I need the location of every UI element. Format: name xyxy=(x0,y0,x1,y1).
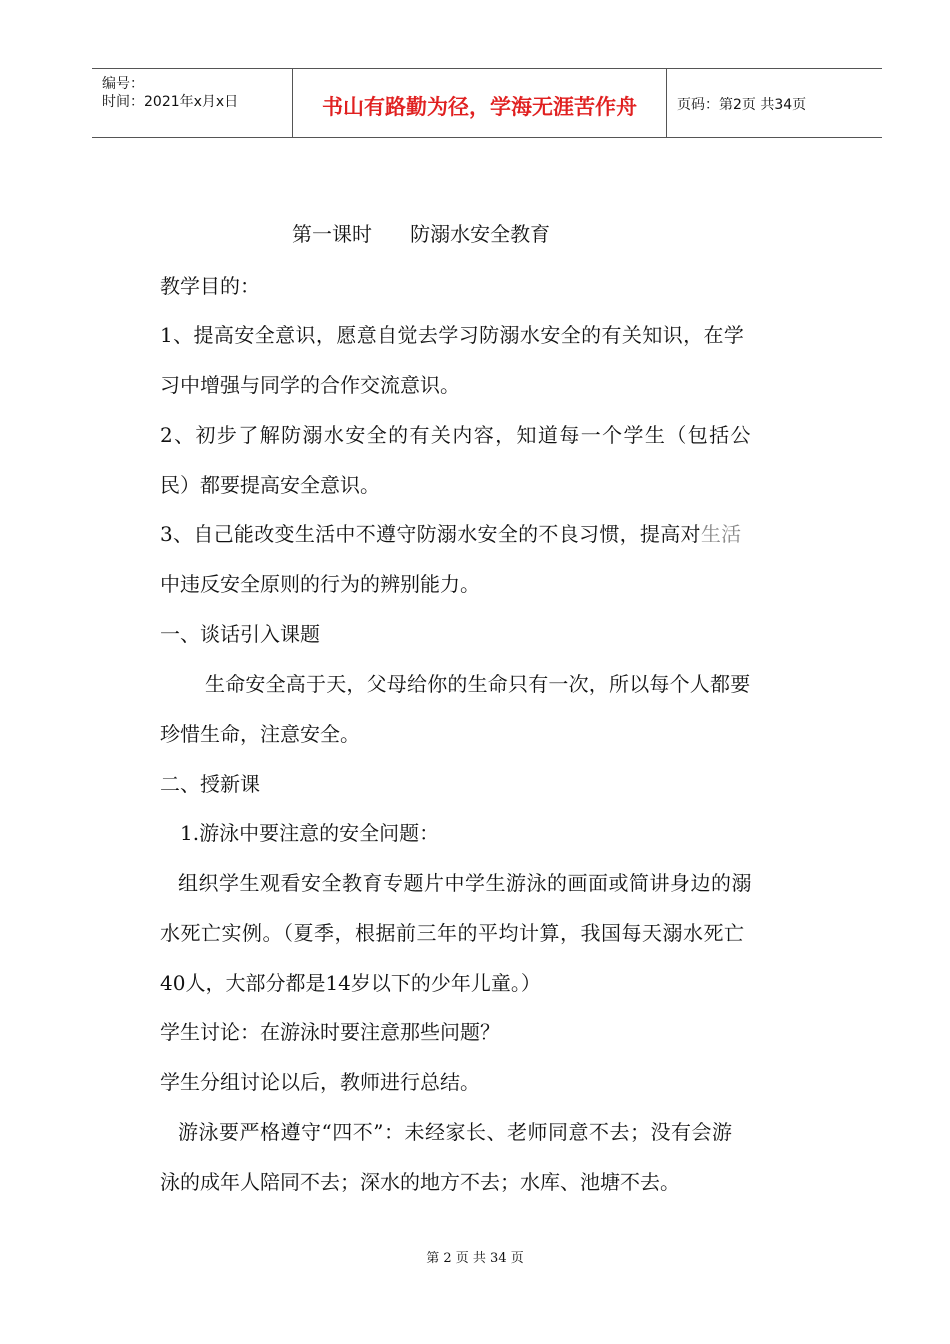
objective-1-line-1: 1、提高安全意识，愿意自觉去学习防溺水安全的有关知识，在学 xyxy=(160,323,745,347)
section-1-heading: 一、谈话引入课题 xyxy=(160,622,320,646)
header-page-cell xyxy=(667,69,882,137)
subsection-1-heading: 1.游泳中要注意的安全问题： xyxy=(180,821,440,845)
document-time-label: 时间：2021年x月x日 xyxy=(102,94,239,110)
objective-3-highlight: 生活 xyxy=(700,522,742,546)
header-page-info: 页码：第2页 共34页 xyxy=(677,97,807,113)
page-footer: 第 2 页 共 34 页 xyxy=(426,1251,524,1266)
lesson-title: 第一课时 防溺水安全教育 xyxy=(292,222,551,246)
header-motto-cell xyxy=(293,69,667,137)
header-meta-cell xyxy=(92,69,293,137)
rules-line-1: 游泳要严格遵守“四不”：未经家长、老师同意不去；没有会游 xyxy=(178,1120,733,1144)
objective-3-line-2: 中违反安全原则的行为的辨别能力。 xyxy=(160,572,480,596)
section-1-paragraph-line-1: 生命安全高于天，父母给你的生命只有一次，所以每个人都要 xyxy=(205,672,751,696)
subsection-1-paragraph-line-2: 水死亡实例。（夏季，根据前三年的平均计算，我国每天溺水死亡 xyxy=(160,921,745,945)
header-motto: 书山有路勤为径，学海无涯苦作舟 xyxy=(322,95,637,119)
section-1-paragraph-line-2: 珍惜生命，注意安全。 xyxy=(160,722,360,746)
objective-3-line-1 xyxy=(160,522,741,546)
document-number-label: 编号： xyxy=(102,76,144,92)
objective-3-text: 3、自己能改变生活中不遵守防溺水安全的不良习惯，提高对 xyxy=(160,522,701,546)
subsection-1-paragraph-line-3: 40人，大部分都是14岁以下的少年儿童。） xyxy=(160,971,541,995)
objective-2-line-1: 2、初步了解防溺水安全的有关内容，知道每一个学生（包括公 xyxy=(160,423,752,447)
objective-2-line-2: 民）都要提高安全意识。 xyxy=(160,473,380,497)
subsection-1-paragraph-line-1: 组织学生观看安全教育专题片中学生游泳的画面或简讲身边的溺 xyxy=(178,871,752,895)
discussion-question: 学生讨论：在游泳时要注意那些问题？ xyxy=(160,1020,500,1044)
section-2-heading: 二、授新课 xyxy=(160,772,260,796)
teacher-summary: 学生分组讨论以后，教师进行总结。 xyxy=(160,1070,480,1094)
objectives-heading: 教学目的： xyxy=(160,274,260,298)
rules-line-2: 泳的成年人陪同不去；深水的地方不去；水库、池塘不去。 xyxy=(160,1170,680,1194)
page-header xyxy=(92,68,882,138)
objective-1-line-2: 习中增强与同学的合作交流意识。 xyxy=(160,373,460,397)
